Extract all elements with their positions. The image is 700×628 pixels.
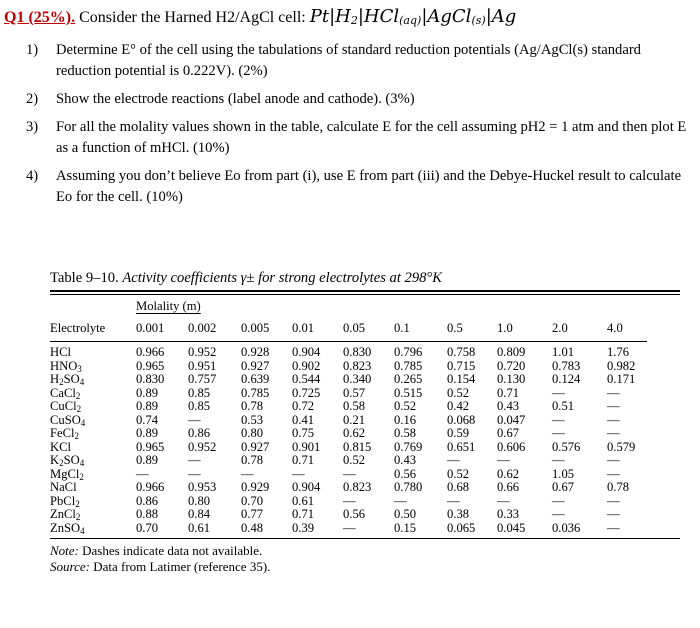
- table-cell: 0.823: [343, 358, 372, 373]
- table-top-rule: [50, 290, 680, 292]
- table-bottom-rule: [50, 538, 680, 539]
- table-cell: 0.74: [136, 412, 159, 427]
- table-cell: —: [343, 493, 356, 508]
- molality-header-row: [50, 295, 647, 316]
- table-cell: 0.780: [394, 480, 423, 494]
- table-cell: 0.62: [343, 426, 366, 440]
- table-cell: 0.39: [292, 520, 315, 535]
- table-cell: 0.951: [188, 358, 217, 373]
- table-row: [50, 373, 647, 387]
- question-part: [26, 40, 694, 82]
- table-cell: 0.904: [292, 345, 321, 359]
- table-cell: —: [607, 507, 620, 521]
- electrolyte-name: ZnCl$_2$: [50, 507, 81, 522]
- table-cell: 0.86: [136, 493, 159, 508]
- electrolyte-name: $H_2SO_4$: [50, 372, 85, 387]
- table-row: [50, 508, 647, 522]
- table-row: [50, 342, 647, 360]
- table-cell: 0.544: [292, 372, 321, 386]
- table-cell: 0.80: [188, 493, 211, 508]
- table-cell: —: [394, 493, 407, 508]
- table-row: [50, 468, 647, 482]
- electrolyte-name: KCl: [50, 439, 71, 454]
- table-cell: 0.823: [343, 480, 372, 494]
- column-header: 2.0: [552, 316, 607, 342]
- table-cell: 0.77: [241, 507, 264, 521]
- table-cell: 1.76: [607, 345, 630, 359]
- table-cell: 0.171: [607, 372, 636, 386]
- table-cell: 0.53: [241, 412, 264, 427]
- table-cell: 0.036: [552, 520, 581, 535]
- table-cell: 0.966: [136, 345, 165, 359]
- electrolyte-name: ZnSO$_4$: [50, 520, 85, 536]
- table-cell: —: [552, 426, 565, 440]
- table-cell: 0.33: [497, 507, 520, 521]
- table-cell: —: [447, 493, 460, 508]
- table-cell: 0.579: [607, 439, 636, 454]
- question-intro: Consider the Harned H2/AgCl cell:: [79, 9, 306, 26]
- table-source: Source: Data from Latimer (reference 35).: [50, 559, 271, 574]
- table-cell: 0.045: [497, 520, 526, 535]
- table-cell: —: [607, 412, 620, 427]
- column-header: 0.01: [292, 316, 343, 342]
- molality-label: Molality (m): [136, 299, 201, 313]
- table-cell: 0.902: [292, 358, 321, 373]
- table-cell: 0.78: [241, 399, 264, 413]
- table-cell: 0.952: [188, 439, 217, 454]
- table-caption-text: Activity coefficients γ± for strong electrolytes at 298°K: [122, 270, 442, 286]
- table-cell: 0.901: [292, 439, 321, 454]
- table-cell: 0.929: [241, 480, 270, 494]
- table-cell: —: [343, 520, 356, 535]
- table-cell: 0.265: [394, 372, 423, 386]
- part-number: 2): [26, 91, 39, 107]
- table-row: [50, 441, 647, 455]
- table-caption: [50, 270, 680, 287]
- table-cell: 0.85: [188, 385, 211, 400]
- question-part: [26, 117, 694, 159]
- electrolyte-header: Electrolyte: [50, 316, 136, 342]
- table-cell: —: [607, 399, 620, 413]
- table-cell: 0.720: [497, 358, 526, 373]
- table-cell: 0.651: [447, 439, 476, 454]
- table-cell: 0.50: [394, 507, 417, 521]
- table-row: [50, 427, 647, 441]
- table-cell: 0.57: [343, 385, 366, 400]
- table-cell: 0.78: [607, 480, 630, 494]
- column-header-row: [50, 316, 647, 342]
- table-cell: —: [343, 466, 356, 481]
- table-cell: 0.86: [188, 426, 211, 440]
- question-part: [26, 89, 694, 110]
- table-cell: 0.927: [241, 358, 270, 373]
- table-cell: 0.966: [136, 480, 165, 494]
- table-row: [50, 400, 647, 414]
- table-cell: 0.065: [447, 520, 476, 535]
- table-cell: 0.796: [394, 345, 423, 359]
- table-cell: 0.61: [292, 493, 315, 508]
- table-cell: —: [552, 385, 565, 400]
- column-header: 0.1: [394, 316, 447, 342]
- table-cell: 0.830: [343, 345, 372, 359]
- table-cell: 0.89: [136, 399, 159, 413]
- table-cell: 0.928: [241, 345, 270, 359]
- table-cell: 0.78: [241, 453, 264, 467]
- table-cell: —: [607, 520, 620, 535]
- table-cell: 0.068: [447, 412, 476, 427]
- table-notes: [50, 543, 680, 575]
- table-cell: 0.70: [136, 520, 159, 535]
- table-cell: 0.952: [188, 345, 217, 359]
- table-cell: —: [607, 426, 620, 440]
- table-cell: 0.71: [292, 453, 315, 467]
- table-cell: 0.639: [241, 372, 270, 386]
- table-cell: 0.52: [447, 466, 470, 481]
- table-cell: 0.71: [292, 507, 315, 521]
- table-cell: 0.62: [497, 466, 520, 481]
- table-cell: 0.48: [241, 520, 264, 535]
- table-cell: 0.830: [136, 372, 165, 386]
- table-cell: 0.70: [241, 493, 264, 508]
- table-cell: 0.982: [607, 358, 636, 373]
- table-cell: 0.84: [188, 507, 211, 521]
- column-header: 0.002: [188, 316, 241, 342]
- table-cell: 1.01: [552, 345, 575, 359]
- table-cell: 0.89: [136, 426, 159, 440]
- table-row: [50, 387, 647, 401]
- table-note: Note: Dashes indicate data not available.: [50, 543, 263, 558]
- column-header: 0.005: [241, 316, 292, 342]
- table-caption-label: Table 9–10.: [50, 270, 119, 286]
- table-cell: 0.785: [394, 358, 423, 373]
- table-cell: 0.58: [343, 399, 366, 413]
- part-text: For all the molality values shown in the table, calculate E for the cell assuming pH2 = 1 atm and then plot E as a function of mHCl. (10%): [56, 119, 687, 156]
- table-cell: 0.606: [497, 439, 526, 454]
- table-cell: 0.757: [188, 372, 217, 386]
- table-cell: 0.758: [447, 345, 476, 359]
- table-cell: 0.21: [343, 412, 366, 427]
- table-cell: —: [607, 493, 620, 508]
- table-cell: 0.715: [447, 358, 476, 373]
- part-number: 3): [26, 119, 39, 135]
- table-cell: 0.769: [394, 439, 423, 454]
- part-text: Show the electrode reactions (label anode and cathode). (3%): [56, 91, 415, 107]
- electrolyte-name: CaCl$_2$: [50, 385, 81, 401]
- question-part: [26, 166, 694, 208]
- table-cell: —: [552, 493, 565, 508]
- table-cell: 0.51: [552, 399, 575, 413]
- question-parts: [26, 40, 694, 215]
- part-number: 1): [26, 42, 39, 58]
- table-cell: 0.725: [292, 385, 321, 400]
- table-row: [50, 414, 647, 428]
- table-cell: 0.927: [241, 439, 270, 454]
- table-cell: —: [188, 453, 201, 467]
- column-header: 0.5: [447, 316, 497, 342]
- table-cell: 0.15: [394, 520, 417, 535]
- table-cell: —: [136, 466, 149, 481]
- table-cell: 0.41: [292, 412, 315, 427]
- table-cell: —: [292, 466, 305, 481]
- table-cell: 0.340: [343, 372, 372, 386]
- table-cell: 0.85: [188, 399, 211, 413]
- activity-coefficient-table-block: [50, 270, 680, 575]
- table-cell: —: [607, 385, 620, 400]
- column-header: 1.0: [497, 316, 552, 342]
- table-cell: 0.965: [136, 439, 165, 454]
- table-cell: 0.75: [292, 426, 315, 440]
- cell-notation: $Pt|H_2|HCl_{(aq)}|AgCl_{(s)}|Ag$: [309, 6, 517, 27]
- table-cell: 0.80: [241, 426, 264, 440]
- table-cell: 1.05: [552, 466, 575, 481]
- table-row: [50, 454, 647, 468]
- column-header: 0.05: [343, 316, 394, 342]
- column-header: 0.001: [136, 316, 188, 342]
- activity-coefficient-table: [50, 295, 647, 535]
- table-cell: 0.68: [447, 480, 470, 494]
- table-cell: 0.89: [136, 453, 159, 467]
- table-cell: —: [188, 466, 201, 481]
- table-cell: 0.52: [343, 453, 366, 467]
- electrolyte-name: CuSO$_4$: [50, 412, 86, 428]
- table-cell: 0.16: [394, 412, 417, 427]
- electrolyte-name: $HNO_3$: [50, 358, 82, 374]
- table-cell: —: [552, 453, 565, 467]
- electrolyte-name: $K_2SO_4$: [50, 453, 85, 468]
- table-cell: —: [497, 453, 510, 467]
- table-cell: 0.965: [136, 358, 165, 373]
- electrolyte-name: NaCl: [50, 480, 77, 494]
- table-cell: 0.43: [394, 453, 417, 467]
- table-cell: —: [552, 412, 565, 427]
- question-heading: [4, 6, 516, 27]
- table-cell: 0.576: [552, 439, 581, 454]
- electrolyte-name: HCl: [50, 345, 71, 359]
- table-cell: 0.154: [447, 372, 476, 386]
- table-cell: 0.38: [447, 507, 470, 521]
- table-cell: 0.88: [136, 507, 159, 521]
- table-cell: —: [188, 412, 201, 427]
- table-cell: 0.61: [188, 520, 211, 535]
- table-cell: 0.047: [497, 412, 526, 427]
- table-cell: 0.56: [394, 466, 417, 481]
- electrolyte-name: MgCl$_2$: [50, 466, 84, 482]
- table-cell: 0.42: [447, 399, 470, 413]
- table-cell: 0.58: [394, 426, 417, 440]
- table-cell: 0.783: [552, 358, 581, 373]
- question-number: Q1 (25%).: [4, 9, 76, 26]
- column-header: 4.0: [607, 316, 647, 342]
- table-cell: 0.59: [447, 426, 470, 440]
- part-text: Determine E° of the cell using the tabulations of standard reduction potentials (Ag/AgCl(s) standard reduction potential is 0.222V). (2%): [56, 42, 641, 79]
- table-cell: 0.71: [497, 385, 520, 400]
- electrolyte-name: FeCl$_2$: [50, 426, 79, 441]
- table-cell: 0.67: [552, 480, 575, 494]
- table-cell: 0.72: [292, 399, 315, 413]
- table-row: [50, 481, 647, 495]
- table-cell: 0.52: [447, 385, 470, 400]
- table-cell: 0.809: [497, 345, 526, 359]
- table-cell: —: [447, 453, 460, 467]
- table-cell: —: [607, 466, 620, 481]
- table-row: [50, 522, 647, 536]
- table-cell: —: [241, 466, 254, 481]
- table-cell: 0.953: [188, 480, 217, 494]
- table-cell: 0.56: [343, 507, 366, 521]
- table-cell: 0.815: [343, 439, 372, 454]
- table-cell: —: [607, 453, 620, 467]
- part-text: Assuming you don’t believe Eo from part (i), use E from part (iii) and the Debye-Huckel result to calculate Eo for the cell. (10%): [56, 168, 682, 205]
- table-cell: 0.130: [497, 372, 526, 386]
- table-cell: 0.67: [497, 426, 520, 440]
- table-cell: 0.785: [241, 385, 270, 400]
- table-cell: 0.89: [136, 385, 159, 400]
- table-cell: 0.515: [394, 385, 423, 400]
- table-row: [50, 360, 647, 374]
- table-cell: 0.66: [497, 480, 520, 494]
- electrolyte-name: CuCl$_2$: [50, 399, 82, 414]
- table-row: [50, 495, 647, 509]
- table-cell: —: [552, 507, 565, 521]
- electrolyte-name: PbCl$_2$: [50, 493, 80, 509]
- table-cell: —: [497, 493, 510, 508]
- part-number: 4): [26, 168, 39, 184]
- table-cell: 0.43: [497, 399, 520, 413]
- table-cell: 0.52: [394, 399, 417, 413]
- table-cell: 0.904: [292, 480, 321, 494]
- table-cell: 0.124: [552, 372, 581, 386]
